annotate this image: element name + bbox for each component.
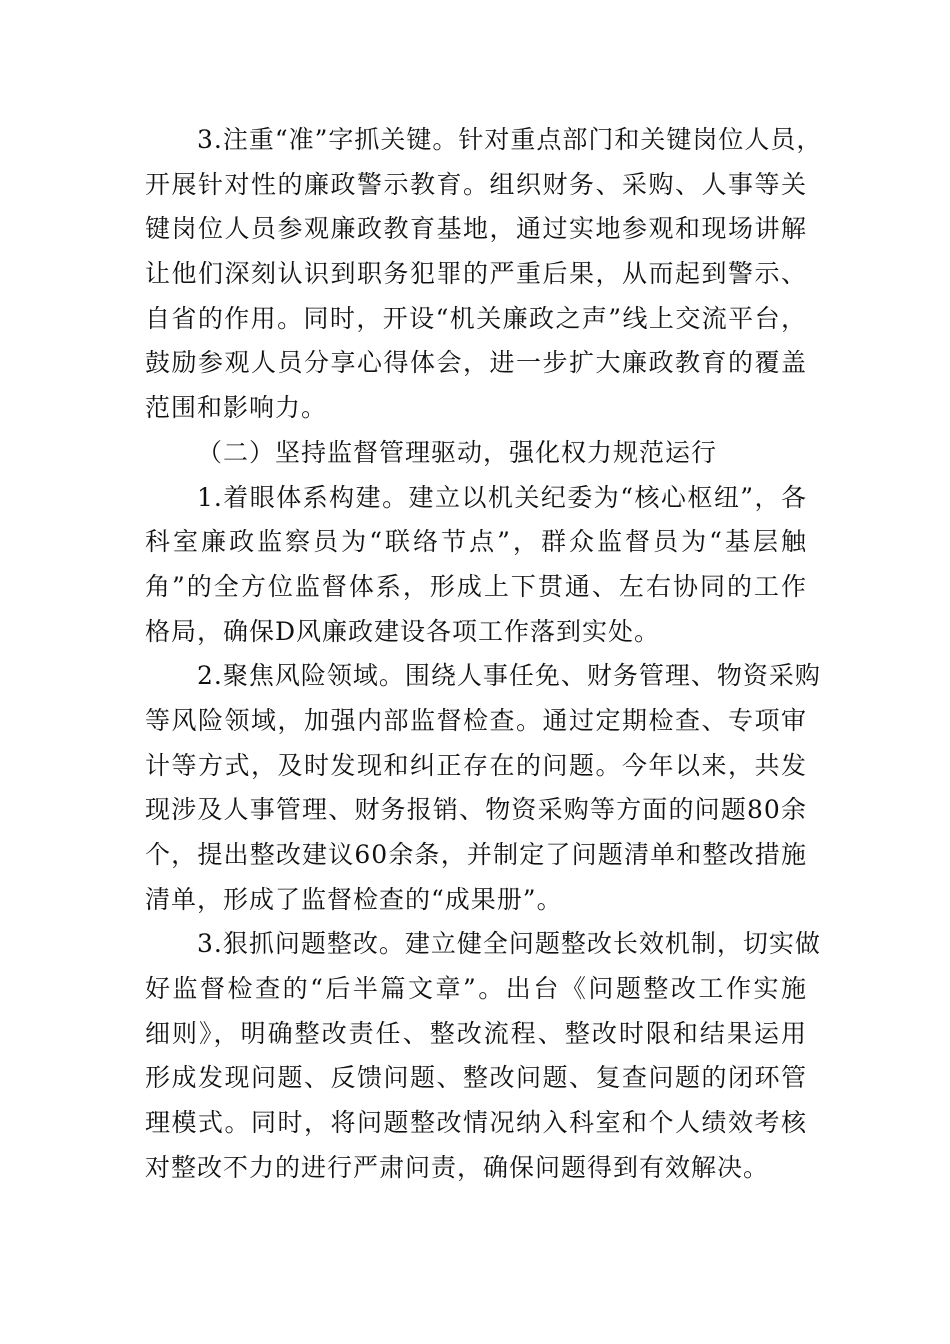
text-line: 自省的作用。同时，开设“机关廉政之声”线上交流平台，	[145, 303, 807, 333]
text-line: 个，提出整改建议60余条，并制定了问题清单和整改措施	[145, 840, 807, 869]
text-line: 范围和影响力。	[145, 393, 328, 423]
text-line: 计等方式，及时发现和纠正存在的问题。今年以来，共发	[145, 750, 807, 780]
text-line: 形成发现问题、反馈问题、整改问题、复查问题的闭环管	[145, 1063, 807, 1093]
text-line: （二）坚持监督管理驱动，强化权力规范运行	[197, 437, 718, 467]
text-line: 2.聚焦风险领域。围绕人事任免、财务管理、物资采购	[197, 661, 821, 691]
text-line: 3.狠抓问题整改。建立健全问题整改长效机制，切实做	[197, 929, 821, 959]
text-line: 角”的全方位监督体系，形成上下贯通、左右协同的工作	[145, 571, 807, 601]
text-line: 对整改不力的进行严肃问责，确保问题得到有效解决。	[145, 1152, 770, 1182]
paragraph	[145, 476, 807, 655]
text-line: 键岗位人员参观廉政教育基地，通过实地参观和现场讲解	[145, 214, 807, 244]
text-line: 鼓励参观人员分享心得体会，进一步扩大廉政教育的覆盖	[145, 348, 807, 378]
text-line: 等风险领域，加强内部监督检查。通过定期检查、专项审	[145, 705, 807, 735]
section-heading	[145, 431, 807, 476]
text-line: 格局，确保D风廉政建设各项工作落到实处。	[145, 616, 661, 646]
document-page	[145, 118, 823, 1191]
text-line: 开展针对性的廉政警示教育。组织财务、采购、人事等关	[145, 169, 807, 199]
paragraph	[145, 922, 821, 1190]
text-line: 好监督检查的“后半篇文章”。出台《问题整改工作实施	[145, 974, 807, 1004]
paragraph	[145, 118, 823, 431]
text-line: 理模式。同时，将问题整改情况纳入科室和个人绩效考核	[145, 1108, 807, 1138]
paragraph	[145, 654, 821, 922]
text-line: 科室廉政监察员为“联络节点”，群众监督员为“基层触	[145, 527, 807, 557]
text-line: 现涉及人事管理、财务报销、物资采购等方面的问题80余	[145, 795, 807, 825]
text-line: 清单，形成了监督检查的“成果册”。	[145, 884, 563, 914]
text-line: 让他们深刻认识到职务犯罪的严重后果，从而起到警示、	[145, 259, 807, 289]
text-line: 细则》，明确整改责任、整改流程、整改时限和结果运用	[145, 1018, 807, 1048]
text-line: 3.注重“准”字抓关键。针对重点部门和关键岗位人员，	[197, 125, 823, 154]
text-line: 1.着眼体系构建。建立以机关纪委为“核心枢纽”，各	[197, 482, 807, 512]
